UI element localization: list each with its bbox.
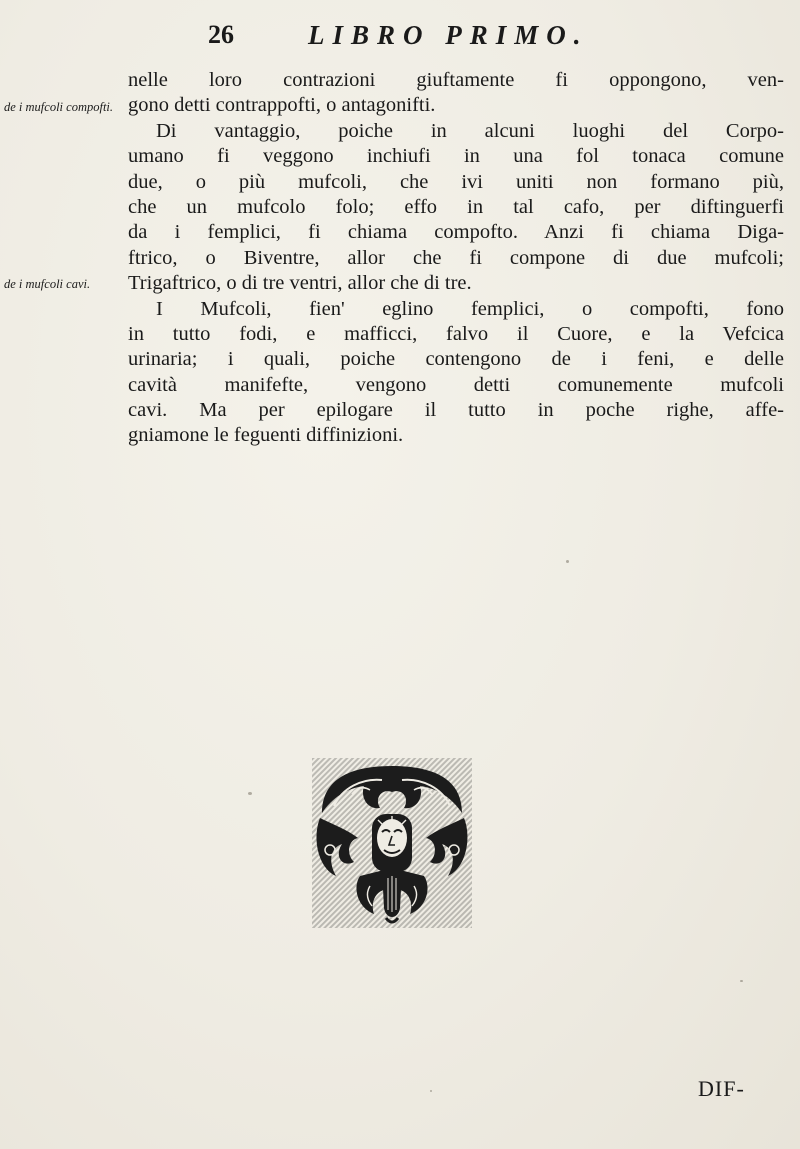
text-line: umano fi veggono inchiufi in una fol tonaca comune bbox=[128, 145, 784, 168]
margin-note-compound-muscles: de i mufcoli compofti. bbox=[4, 100, 114, 114]
text-line: nelle loro contrazioni giuftamente fi oppongono, ven- bbox=[128, 69, 784, 91]
paper-speck bbox=[248, 792, 252, 795]
text-line: urinaria; i quali, poiche contengono de i feni, e delle bbox=[128, 348, 784, 371]
text-line: cavità manifefte, vengono detti comunemente mufcoli bbox=[128, 373, 784, 396]
text-line: da i femplici, fi chiama compofto. Anzi fi chiama Diga- bbox=[128, 221, 784, 244]
catchword: DIF- bbox=[698, 1076, 745, 1101]
text-line: gono detti contrappofti, o antagonifti. bbox=[128, 94, 436, 117]
paper-speck bbox=[430, 1090, 432, 1092]
text-line: ftrico, o Biventre, allor che fi compone di due mufcoli; bbox=[128, 246, 784, 269]
paragraph-start-line: Di vantaggio, poiche in alcuni luoghi del Corpo- bbox=[156, 119, 784, 142]
text-line: due, o più mufcoli, che ivi uniti non formano più, bbox=[128, 170, 784, 193]
text-line: gniamone le feguenti diffinizioni. bbox=[128, 424, 404, 447]
paragraph-start-line: I Mufcoli, fien' eglino femplici, o compofti, fono bbox=[156, 297, 784, 320]
page-number: 26 bbox=[208, 20, 234, 49]
text-line: in tutto fodi, e mafficci, falvo il Cuore, e la Vefcica bbox=[128, 322, 784, 345]
paper-speck bbox=[740, 980, 743, 982]
text-line: cavi. Ma per epilogare il tutto in poche righe, affe- bbox=[128, 399, 784, 422]
paper-speck bbox=[566, 560, 569, 563]
body-text bbox=[128, 68, 784, 449]
margin-note-hollow-muscles: de i mufcoli cavi. bbox=[4, 277, 91, 291]
woodcut-ornament bbox=[312, 758, 472, 928]
text-line: Trigaftrico, o di tre ventri, allor che di tre. bbox=[128, 272, 472, 295]
running-title: LIBRO PRIMO. bbox=[308, 20, 589, 50]
text-line: che un mufcolo folo; effo in tal cafo, per diftinguerfi bbox=[128, 195, 784, 218]
page-header bbox=[0, 20, 800, 60]
